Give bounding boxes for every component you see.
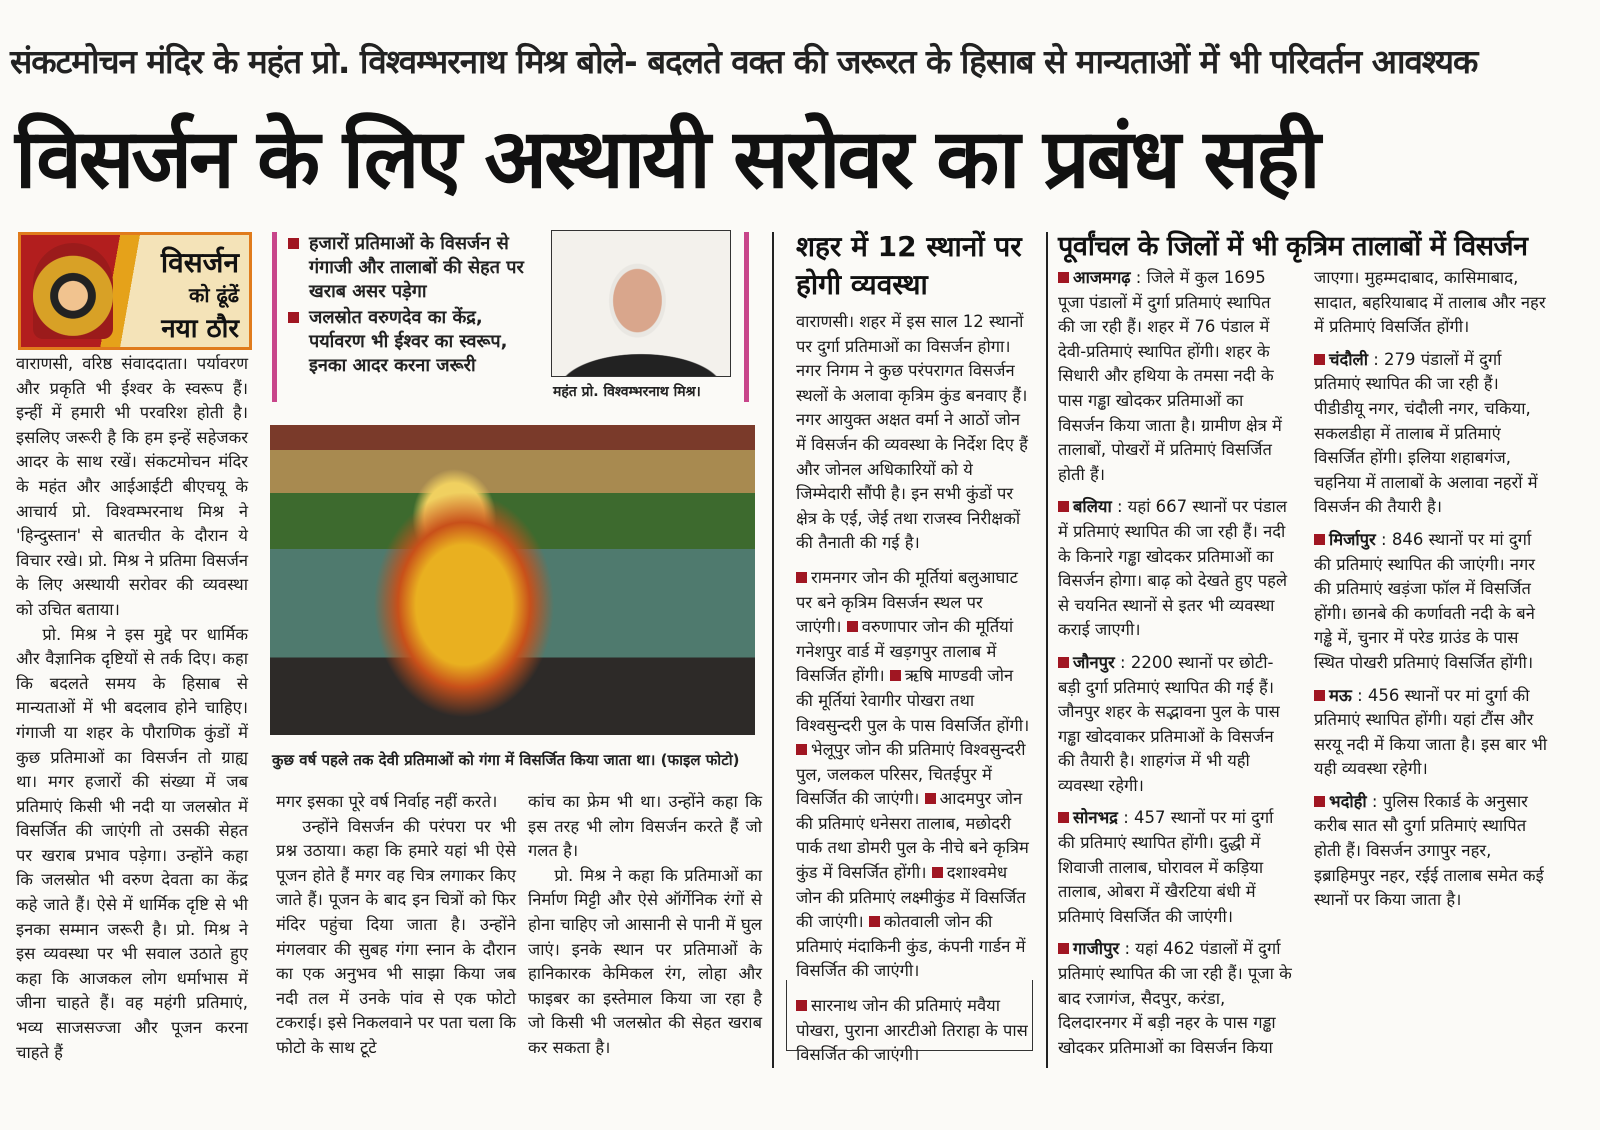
district-item: भदोही : पुलिस रिकार्ड के अनुसार करीब सात सौ दुर्गा प्रतिमाएं स्थापित होती हैं। विसर्जन उगापुर नहर, इब्राहिमपुर नहर, रईई तालाब समेत कई स्थानों पर किया जाता है। — [1314, 791, 1544, 910]
district-text: 456 स्थानों पर मां दुर्गा की प्रतिमाएं स्थापित होंगी। यहां टौंस और सरयू नदी में किया जाता है। इस बार भी यही व्यवस्था रहेगी। — [1314, 685, 1548, 779]
district-name: चंदौली — [1329, 349, 1368, 369]
bullet-square-icon — [1314, 796, 1325, 807]
bullet-square-icon — [847, 621, 858, 632]
region-story-heading: पूर्वांचल के जिलों में भी कृत्रिम तालाबों में विसर्जन — [1058, 231, 1528, 262]
bullet-square-icon — [796, 572, 807, 583]
district-name: गाजीपुर — [1073, 939, 1120, 959]
district-item: आजमगढ़ : जिले में कुल 1695 पूजा पंडालों में दुर्गा प्रतिमाएं स्थापित की जा रही हैं। शहर में 76 पंडाल में देवी-प्रतिमाएं स्थापित होंगी। शहर के सिधारी और हथिया के तमसा नदी के पास गड्ढा खोदकर प्रतिमाओं का विसर्जन किया जाता है। ग्रामीण क्षेत्र में तालाबों, पोखरों में प्रतिमाएं विसर्जित होती हैं। — [1058, 268, 1282, 484]
highlight-item — [288, 306, 540, 378]
column-rule — [772, 232, 774, 1068]
highlights-box — [288, 232, 540, 380]
district-text: जिले में कुल 1695 पूजा पंडालों में दुर्गा प्रतिमाएं स्थापित की जा रही हैं। शहर में 76 पंडाल में देवी-प्रतिमाएं स्थापित होंगी। शहर के सिधारी और हथिया के तमसा नदी के पास गड्ढा खोदकर प्रतिमाओं का विसर्जन किया जाता है। ग्रामीण क्षेत्र में तालाबों, पोखरों में प्रतिमाएं विसर्जित होती हैं। — [1058, 268, 1282, 484]
paragraph: वाराणसी, वरिष्ठ संवाददाता। पर्यावरण और प्रकृति भी ईश्वर के स्वरूप हैं। इन्हीं में हमारी भी परवरिश होती है। इसलिए जरूरी है कि हम इन्हें सहेजकर आदर के साथ रखें। संकटमोचन मंदिर के महंत और आईआईटी बीएचयू के आचार्य प्रो. विश्वम्भरनाथ मिश्र ने 'हिन्दुस्तान' से बातचीत के दौरान ये विचार रखे। प्रो. मिश्र ने प्रतिमा विसर्जन के लिए अस्थायी सरोवर की व्यवस्था को उचित बताया। — [16, 354, 248, 619]
district-text: यहां 462 पंडालों में दुर्गा प्रतिमाएं स्थापित की जा रही हैं। पूजा के बाद रजागंज, सैदपुर, करंडा, दिलदारनगर में बड़ी नहर के पास गड्ढा खोदकर प्रतिमाओं का विसर्जन किया जाएगा। मुहम्मदाबाद, कासिमाबाद, सादात, बहरियाबाद में तालाब और नहर में प्रतिमाएं विसर्जित होंगी। — [1058, 268, 1546, 1057]
paragraph: कांच का फ्रेम भी था। उन्होंने कहा कि इस तरह भी लोग विसर्जन करते हैं जो गलत है। — [528, 792, 762, 861]
zone-text: कोतवाली जोन की प्रतिमाएं मंदाकिनी कुंड, कंपनी गार्डन में विसर्जित की जाएंगी। — [796, 912, 1026, 981]
city-story-body — [796, 310, 1030, 1065]
district-item: बलिया : यहां 667 स्थानों पर पंडाल में प्रतिमाएं स्थापित की जा रही हैं। नदी के किनारे गड्ढा खोदकर प्रतिमाओं का विसर्जन होगा। बाढ़ को देखते हुए पहले से चयनित स्थानों से इतर भी व्यवस्था कराई जाएगी। — [1058, 497, 1288, 640]
bullet-square-icon — [1058, 812, 1069, 823]
photo-caption: कुछ वर्ष पहले तक देवी प्रतिमाओं को गंगा में विसर्जित किया जाता था। (फाइल फोटो) — [272, 751, 740, 769]
district-name: जौनपुर — [1073, 652, 1115, 672]
district-item: चंदौली : 279 पंडालों में दुर्गा प्रतिमाएं स्थापित की जा रही हैं। पीडीडीयू नगर, चंदौली नगर, चकिया, सकलडीहा में तालाब में प्रतिमाएं विसर्जित होंगी। इलिया शहाबगंज, चहनिया में तालाबों के अलावा नहरों में विसर्जन की तैयारी है। — [1314, 349, 1538, 517]
bullet-square-icon — [1058, 272, 1069, 283]
bullet-square-icon — [288, 312, 299, 323]
logo-line-1: विसर्जन — [160, 246, 239, 279]
bullet-square-icon — [1314, 354, 1325, 365]
main-story-col1 — [16, 352, 248, 1064]
city-story-heading: शहर में 12 स्थानों पर होगी व्यवस्था — [796, 230, 1022, 301]
accent-bar — [272, 232, 277, 402]
district-item: मिर्जापुर : 846 स्थानों पर मां दुर्गा की प्रतिमाएं स्थापित की जाएंगी। नगर की प्रतिमाएं खड़ंजा फॉल में विसर्जित होंगी। छानबे की कर्णावती नदी के बने गड्ढे में, चुनार में परेड ग्राउंड के पास स्थित पोखरी प्रतिमाएं विसर्जित होंगी। — [1314, 529, 1536, 672]
main-story-col3 — [528, 790, 762, 1064]
zone-text: ऋषि माण्डवी जोन की मूर्तियां रेवागीर पोखरा तथा विश्वसुन्दरी पुल के पास विसर्जित होंगी। — [796, 666, 1030, 735]
bullet-square-icon — [796, 744, 807, 755]
paragraph: प्रो. मिश्र ने कहा कि प्रतिमाओं का निर्माण मिट्टी और ऐसे ऑर्गेनिक रंगों से होना चाहिए जो आसानी से पानी में घुल जाएं। इनके स्थान पर प्रतिमाओं के हानिकारक केमिकल रंग, लोहा और फाइबर का इस्तेमाल किया जा रहा है जो किसी भी जलस्रोत की सेहत खराब कर सकता है। — [528, 865, 762, 1057]
zone-box-border — [786, 980, 1033, 1051]
zone-text: आदमपुर जोन की प्रतिमाएं धनेसरा तालाब, मछोदरी पार्क तथा डोमरी पुल के नीचे बने कृत्रिम कुंड में विसर्जित होंगी। — [796, 789, 1029, 883]
paragraph: मगर इसका पूरे वर्ष निर्वाह नहीं करते। — [276, 792, 498, 811]
durga-immersion-photo — [270, 425, 755, 735]
kicker-headline: संकटमोचन मंदिर के महंत प्रो. विश्वम्भरनाथ मिश्र बोले- बदलते वक्त की जरूरत के हिसाब से मान्यताओं में भी परिवर्तन आवश्यक — [10, 42, 1478, 81]
district-text: यहां 667 स्थानों पर पंडाल में प्रतिमाएं स्थापित की जा रही हैं। नदी के किनारे गड्ढा खोदकर प्रतिमाओं का विसर्जन होगा। बाढ़ को देखते हुए पहले से चयनित स्थानों से इतर भी व्यवस्था कराई जाएगी। — [1058, 497, 1288, 640]
district-name: आजमगढ़ — [1073, 268, 1131, 287]
zone-text: रामनगर जोन की मूर्तियां बलुआघाट पर बने कृत्रिम विसर्जन स्थल पर जाएंगी। — [796, 567, 1018, 637]
column-rule — [1046, 232, 1048, 1068]
zone-text: भेलूपुर जोन की प्रतिमाएं विश्वसुन्दरी पुल, जलकल परिसर, चितईपुर में विसर्जित की जाएंगी। — [796, 740, 1026, 809]
district-item: मऊ : 456 स्थानों पर मां दुर्गा की प्रतिमाएं स्थापित होंगी। यहां टौंस और सरयू नदी में किया जाता है। इस बार भी यही व्यवस्था रहेगी। — [1314, 685, 1548, 779]
zone-text: वरुणापार जोन की मूर्तियां गनेशपुर वार्ड में खड़गपुर तालाब में विसर्जित होंगी। — [796, 617, 1014, 686]
district-text: पुलिस रिकार्ड के अनुसार करीब सात सौ दुर्गा प्रतिमाएं स्थापित होती हैं। विसर्जन उगापुर नहर, इब्राहिमपुर नहर, रईई तालाब समेत कई स्थानों पर किया जाता है। — [1314, 791, 1544, 910]
district-name: बलिया — [1073, 497, 1112, 517]
accent-bar — [744, 232, 749, 402]
district-name: मिर्जापुर — [1329, 529, 1376, 549]
bullet-square-icon — [869, 916, 880, 927]
bullet-square-icon — [1058, 657, 1069, 668]
zones-paragraph — [796, 566, 1030, 984]
district-text: 279 पंडालों में दुर्गा प्रतिमाएं स्थापित की जा रही हैं। पीडीडीयू नगर, चंदौली नगर, चकिया, सकलडीहा में तालाब में प्रतिमाएं विसर्जित होंगी। इलिया शहाबगंज, चहनिया में तालाबों के अलावा नहरों में विसर्जन की तैयारी है। — [1314, 349, 1538, 517]
highlight-text: जलस्रोत वरुणदेव का केंद्र, पर्यावरण भी ईश्वर का स्वरूप, इनका आदर करना जरूरी — [309, 307, 508, 376]
goddess-illustration — [33, 243, 113, 339]
district-item: सोनभद्र : 457 स्थानों पर मां दुर्गा की प्रतिमाएं स्थापित होंगी। दुद्धी में शिवाजी तालाब, घोरावल में कड़िया तालाब, ओबरा में खैरटिया बंधी में प्रतिमाएं विसर्जित की जाएंगी। — [1058, 808, 1274, 926]
region-story-body — [1058, 266, 1548, 1066]
paragraph: उन्होंने विसर्जन की परंपरा पर भी प्रश्न उठाया। कहा कि हमारे यहां भी ऐसे पूजन होते हैं मगर वह चित्र लगाकर किए जाते हैं। पूजन के बाद इन चित्रों को फिर मंदिर पहुंचा दिया जाता है। उन्होंने मंगलवार की सुबह गंगा स्नान के दौरान का एक अनुभव भी साझा किया जब नदी तल में उनके पांव से एक फोटो टकराई। इसे निकलवाने पर पता चला कि फोटो के साथ टूटे — [276, 816, 516, 1057]
paragraph: वाराणसी। शहर में इस साल 12 स्थानों पर दुर्गा प्रतिमाओं का विसर्जन होगा। नगर निगम ने कुछ परंपरागत विसर्जन स्थलों के अलावा कृत्रिम कुंड बनवाए हैं। नगर आयुक्त अक्षत वर्मा ने आठों जोन में विसर्जन की व्यवस्था के निर्देश दिए हैं और जोनल अधिकारियों को ये जिम्मेदारी सौंपी है। इन सभी कुंडों पर क्षेत्र के एई, जेई तथा राजस्व निरीक्षकों की तैनाती की गई है। — [796, 312, 1028, 553]
highlight-item — [288, 232, 540, 304]
bullet-square-icon — [1314, 690, 1325, 701]
mahant-portrait-photo — [551, 230, 731, 377]
main-headline: विसर्जन के लिए अस्थायी सरोवर का प्रबंध सही — [15, 112, 1318, 207]
zone-text: दशाश्वमेध जोन की प्रतिमाएं लक्ष्मीकुंड में विसर्जित की जाएंगी। — [796, 863, 1026, 932]
bullet-square-icon — [1058, 501, 1069, 512]
district-name: मऊ — [1329, 685, 1352, 705]
highlight-text: हजारों प्रतिमाओं के विसर्जन से गंगाजी और तालाबों की सेहत पर खराब असर पड़ेगा — [309, 233, 524, 302]
bullet-square-icon — [890, 670, 901, 681]
bullet-square-icon — [925, 793, 936, 804]
logo-line-2: को ढूंढें — [188, 283, 239, 307]
district-text: 2200 स्थानों पर छोटी-बड़ी दुर्गा प्रतिमाएं स्थापित की गई हैं। जौनपुर शहर के सद्भावना पुल के पास गड्ढा खोदवाकर प्रतिमाओं के विसर्जन की तैयारी है। शाहगंज में भी यही व्यवस्था रहेगी। — [1058, 652, 1280, 795]
section-logo — [18, 232, 252, 350]
mahant-caption: महंत प्रो. विश्वम्भरनाथ मिश्र। — [553, 384, 701, 400]
district-item: जौनपुर : 2200 स्थानों पर छोटी-बड़ी दुर्गा प्रतिमाएं स्थापित की गई हैं। जौनपुर शहर के सद्भावना पुल के पास गड्ढा खोदवाकर प्रतिमाओं के विसर्जन की तैयारी है। शाहगंज में भी यही व्यवस्था रहेगी। — [1058, 652, 1280, 795]
main-story-col2 — [276, 790, 516, 1064]
district-name: भदोही — [1329, 791, 1367, 811]
bullet-square-icon — [1314, 534, 1325, 545]
district-item: गाजीपुर : यहां 462 पंडालों में दुर्गा प्रतिमाएं स्थापित की जा रही हैं। पूजा के बाद रजागंज, सैदपुर, करंडा, दिलदारनगर में बड़ी नहर के पास गड्ढा खोदकर प्रतिमाओं का विसर्जन किया जाएगा। मुहम्मदाबाद, कासिमाबाद, सादात, बहरियाबाद में तालाब और नहर में प्रतिमाएं विसर्जित होंगी। — [1058, 268, 1546, 1057]
district-text: 846 स्थानों पर मां दुर्गा की प्रतिमाएं स्थापित की जाएंगी। नगर की प्रतिमाएं खड़ंजा फॉल में विसर्जित होंगी। छानबे की कर्णावती नदी के बने गड्ढे में, चुनार में परेड ग्राउंड के पास स्थित पोखरी प्रतिमाएं विसर्जित होंगी। — [1314, 529, 1536, 672]
bullet-square-icon — [1058, 943, 1069, 954]
bullet-square-icon — [288, 238, 299, 249]
logo-line-3: नया ठौर — [161, 314, 239, 344]
paragraph: प्रो. मिश्र ने इस मुद्दे पर धार्मिक और वैज्ञानिक दृष्टियों से तर्क दिए। कहा कि बदलते समय के हिसाब से मान्यताओं में भी बदलाव होने चाहिए। गंगाजी या शहर के पौराणिक कुंडों में कुछ प्रतिमाओं का विसर्जन तो ग्राह्य था। मगर हजारों की संख्या में जब प्रतिमाएं किसी भी नदी या जलस्रोत में विसर्जित की जाएंगी तो उसकी सेहत पर खराब प्रभाव पड़ेगा। उन्होंने कहा कि जलस्रोत भी वरुण देवता का केंद्र कहे जाते हैं। ऐसे में धार्मिक दृष्टि से भी इनका सम्मान जरूरी है। प्रो. मिश्र ने इस व्यवस्था पर भी सवाल उठाते हुए कहा कि आजकल लोग धर्माभास में जीना चाहते हैं। वह महंगी प्रतिमाएं, भव्य साजसज्जा और पूजन करना चाहते हैं — [16, 624, 248, 1062]
bullet-square-icon — [932, 867, 943, 878]
zone-text: सारनाथ जोन की प्रतिमाएं मवैया पोखरा, पुराना आरटीओ तिराहा के पास विसर्जित की जाएंगी। — [796, 996, 1028, 1065]
district-name: सोनभद्र — [1073, 808, 1118, 828]
district-text: 457 स्थानों पर मां दुर्गा की प्रतिमाएं स्थापित होंगी। दुद्धी में शिवाजी तालाब, घोरावल में कड़िया तालाब, ओबरा में खैरटिया बंधी में प्रतिमाएं विसर्जित की जाएंगी। — [1058, 808, 1274, 926]
